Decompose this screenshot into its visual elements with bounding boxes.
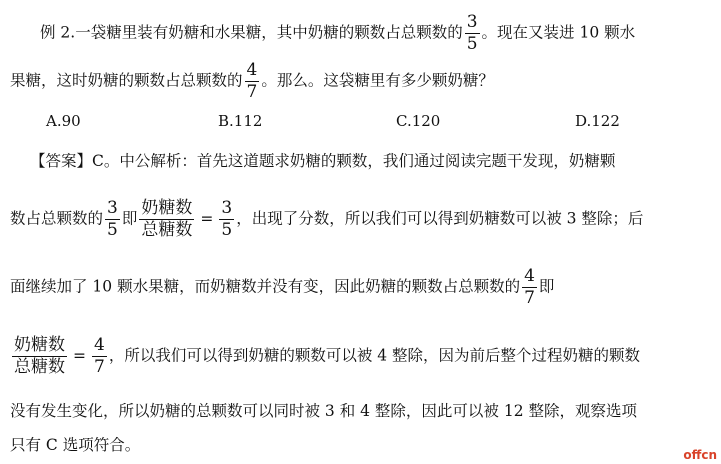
- problem-line-2: [10, 60, 494, 102]
- fraction: [522, 268, 537, 307]
- fraction: [92, 337, 107, 376]
- fraction: [12, 337, 67, 376]
- fraction-numerator: 3: [466, 12, 478, 32]
- answer-line-6: 只有 C 选项符合。: [10, 436, 141, 454]
- fraction: [105, 200, 120, 239]
- fraction-denominator: 7: [246, 82, 258, 102]
- answer-text: 即: [538, 277, 555, 296]
- answer-line-3: [10, 266, 555, 308]
- answer-text: 数占总颗数的: [10, 209, 104, 228]
- answer-text: ，出现了分数，所以我们可以得到奶糖数可以被 3 整除；后: [236, 209, 644, 228]
- fraction-denominator: 5: [221, 220, 233, 240]
- problem-line-1: [40, 12, 636, 54]
- fraction: [465, 14, 480, 53]
- fraction-numerator: 奶糖数: [14, 335, 65, 355]
- equals-sign: =: [73, 346, 86, 365]
- option-a: A.90: [46, 112, 81, 130]
- fraction-numerator: 3: [221, 198, 233, 218]
- option-d: D.122: [575, 112, 620, 130]
- fraction: [139, 200, 194, 239]
- fraction-denominator: 7: [94, 357, 105, 377]
- fraction: [245, 62, 260, 101]
- problem-text: 。现在又装进 10 颗水: [481, 23, 636, 42]
- answer-text: ，所以我们可以得到奶糖的颗数可以被 4 整除，因为前后整个过程奶糖的颗数: [108, 346, 641, 365]
- option-b: B.112: [218, 112, 263, 130]
- fraction-numerator: 4: [524, 266, 535, 286]
- problem-text: 果糖，这时奶糖的颗数占总颗数的: [10, 71, 243, 90]
- answer-text: 即: [121, 209, 138, 228]
- problem-text: 例 2.一袋糖里装有奶糖和水果糖，其中奶糖的颗数占总颗数的: [40, 23, 463, 42]
- fraction: [219, 200, 234, 239]
- watermark-logo: offcn: [683, 448, 717, 462]
- equals-sign: =: [200, 209, 214, 228]
- problem-text: 。那么。这袋糖里有多少颗奶糖？: [261, 71, 494, 90]
- fraction-denominator: 7: [524, 288, 535, 308]
- fraction-denominator: 总糖数: [14, 357, 65, 377]
- fraction-denominator: 5: [466, 34, 478, 54]
- answer-line-4: [10, 335, 641, 377]
- fraction-numerator: 3: [107, 198, 118, 218]
- fraction-numerator: 4: [94, 335, 105, 355]
- answer-text: 面继续加了 10 颗水果糖，而奶糖数并没有变，因此奶糖的颗数占总颗数的: [10, 277, 521, 296]
- option-c: C.120: [396, 112, 441, 130]
- fraction-numerator: 奶糖数: [141, 198, 193, 218]
- fraction-denominator: 5: [107, 220, 118, 240]
- answer-line-2: [10, 198, 644, 240]
- answer-line-5: 没有发生变化，所以奶糖的总颗数可以同时被 3 和 4 整除，因此可以被 12 整除，观察选项: [10, 402, 638, 420]
- fraction-numerator: 4: [246, 60, 258, 80]
- answer-line-1: 【答案】C。中公解析：首先这道题求奶糖的颗数，我们通过阅读完题干发现，奶糖颗: [30, 152, 616, 170]
- fraction-denominator: 总糖数: [141, 220, 193, 240]
